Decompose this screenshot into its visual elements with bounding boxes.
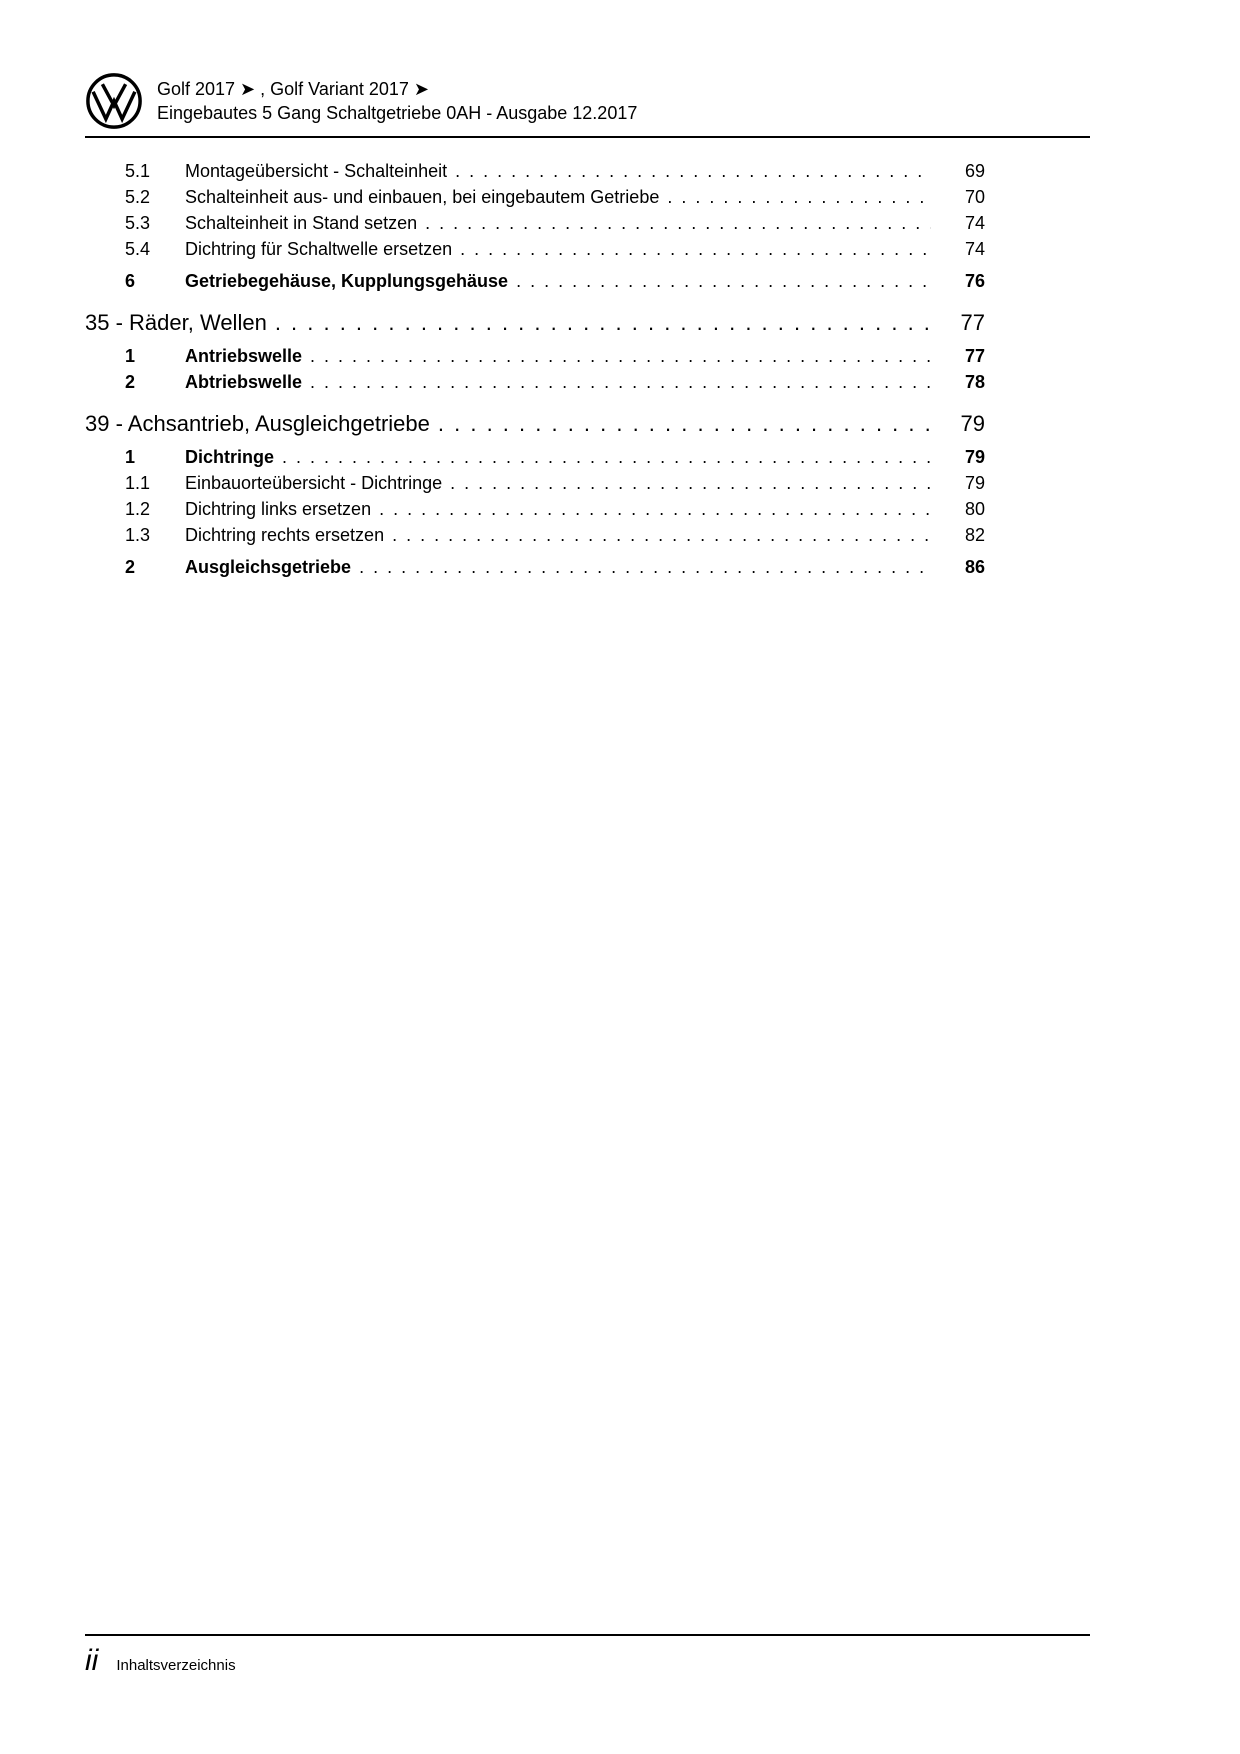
toc-entry-number: 5.4 bbox=[125, 239, 151, 259]
dot-leader bbox=[516, 268, 931, 294]
toc-entry-page: 82 bbox=[964, 525, 985, 545]
toc-entry-page: 70 bbox=[964, 187, 985, 207]
toc-entry-number: 5.2 bbox=[125, 187, 151, 207]
vw-logo-icon bbox=[85, 72, 143, 130]
dot-leader bbox=[379, 496, 931, 522]
toc-entry-number: 1 bbox=[125, 346, 136, 366]
toc-entry-number: 5.1 bbox=[125, 161, 151, 181]
toc-entry-title: Ausgleichsgetriebe bbox=[185, 557, 352, 577]
dot-leader bbox=[359, 554, 931, 580]
toc-entry-title: Dichtringe bbox=[185, 447, 275, 467]
toc-entry-title: Abtriebswelle bbox=[185, 372, 303, 392]
header-divider bbox=[85, 136, 1090, 138]
toc-entry-page: 79 bbox=[960, 411, 985, 436]
toc-entry-number: 1 bbox=[125, 447, 136, 467]
toc-entry[interactable] bbox=[85, 554, 985, 580]
document-header bbox=[85, 72, 1090, 138]
footer-content bbox=[85, 1636, 1090, 1678]
toc-entry-page: 74 bbox=[964, 239, 985, 259]
document-footer bbox=[85, 1634, 1090, 1678]
toc-entry-page: 86 bbox=[964, 557, 985, 577]
toc-entry-title: Dichtring für Schaltwelle ersetzen bbox=[185, 239, 453, 259]
toc-entry[interactable] bbox=[85, 268, 985, 294]
toc-entry-page: 78 bbox=[964, 372, 985, 392]
toc-entry-title: Einbauorteübersicht - Dichtringe bbox=[185, 473, 443, 493]
toc-entry-title: Dichtring rechts ersetzen bbox=[185, 525, 385, 545]
toc-entry-number: 5.3 bbox=[125, 213, 151, 233]
dot-leader bbox=[275, 308, 931, 338]
toc-entry-title: Dichtring links ersetzen bbox=[185, 499, 372, 519]
toc-entry-title: Schalteinheit in Stand setzen bbox=[185, 213, 418, 233]
toc-entry[interactable] bbox=[85, 184, 985, 210]
header-edition-line: Eingebautes 5 Gang Schaltgetriebe 0AH - Ausgabe 12.2017 bbox=[157, 103, 638, 123]
toc-entry-number: 1.2 bbox=[125, 499, 151, 519]
dot-leader bbox=[450, 470, 931, 496]
toc-entry-title: Montageübersicht - Schalteinheit bbox=[185, 161, 448, 181]
toc-entry-page: 79 bbox=[964, 447, 985, 467]
toc-entry-page: 74 bbox=[964, 213, 985, 233]
footer-label: Inhaltsverzeichnis bbox=[116, 1657, 236, 1674]
dot-leader bbox=[455, 158, 931, 184]
footer-page-number: ii bbox=[85, 1644, 99, 1677]
toc-entry-number: 6 bbox=[125, 271, 136, 291]
toc-entry[interactable] bbox=[85, 496, 985, 522]
toc-chapter-entry[interactable] bbox=[85, 308, 985, 338]
header-content bbox=[85, 72, 1090, 136]
toc-chapter-title: 39 - Achsantrieb, Ausgleichgetriebe bbox=[85, 411, 430, 436]
dot-leader bbox=[392, 522, 931, 548]
header-text-block bbox=[157, 77, 637, 125]
dot-leader bbox=[425, 210, 931, 236]
toc-entry-number: 2 bbox=[125, 372, 136, 392]
toc-entry-number: 1.1 bbox=[125, 473, 151, 493]
toc-entry-page: 80 bbox=[964, 499, 985, 519]
toc-chapter-entry[interactable] bbox=[85, 409, 985, 439]
toc-entry-page: 79 bbox=[964, 473, 985, 493]
toc-entry-title: Getriebegehäuse, Kupplungsgehäuse bbox=[185, 271, 509, 291]
toc-entry[interactable] bbox=[85, 210, 985, 236]
toc-entry-title: Antriebswelle bbox=[185, 346, 303, 366]
dot-leader bbox=[667, 184, 931, 210]
dot-leader bbox=[310, 369, 931, 395]
dot-leader bbox=[438, 409, 931, 439]
toc-entry-number: 1.3 bbox=[125, 525, 151, 545]
toc-entry[interactable] bbox=[85, 522, 985, 548]
toc-entry[interactable] bbox=[85, 343, 985, 369]
toc-entry[interactable] bbox=[85, 444, 985, 470]
dot-leader bbox=[282, 444, 931, 470]
toc-entry[interactable] bbox=[85, 158, 985, 184]
toc-entry-page: 77 bbox=[960, 310, 985, 335]
toc-entry-number: 2 bbox=[125, 557, 136, 577]
dot-leader bbox=[460, 236, 931, 262]
toc-entry[interactable] bbox=[85, 470, 985, 496]
toc-chapter-title: 35 - Räder, Wellen bbox=[85, 310, 267, 335]
header-model-line: Golf 2017 ➤ , Golf Variant 2017 ➤ bbox=[157, 79, 429, 99]
dot-leader bbox=[310, 343, 931, 369]
table-of-contents bbox=[85, 158, 985, 580]
toc-entry-title: Schalteinheit aus- und einbauen, bei eingebautem Getriebe bbox=[185, 187, 660, 207]
toc-entry[interactable] bbox=[85, 236, 985, 262]
toc-entry-page: 76 bbox=[964, 271, 985, 291]
toc-entry[interactable] bbox=[85, 369, 985, 395]
toc-entry-page: 77 bbox=[964, 346, 985, 366]
toc-entry-page: 69 bbox=[964, 161, 985, 181]
